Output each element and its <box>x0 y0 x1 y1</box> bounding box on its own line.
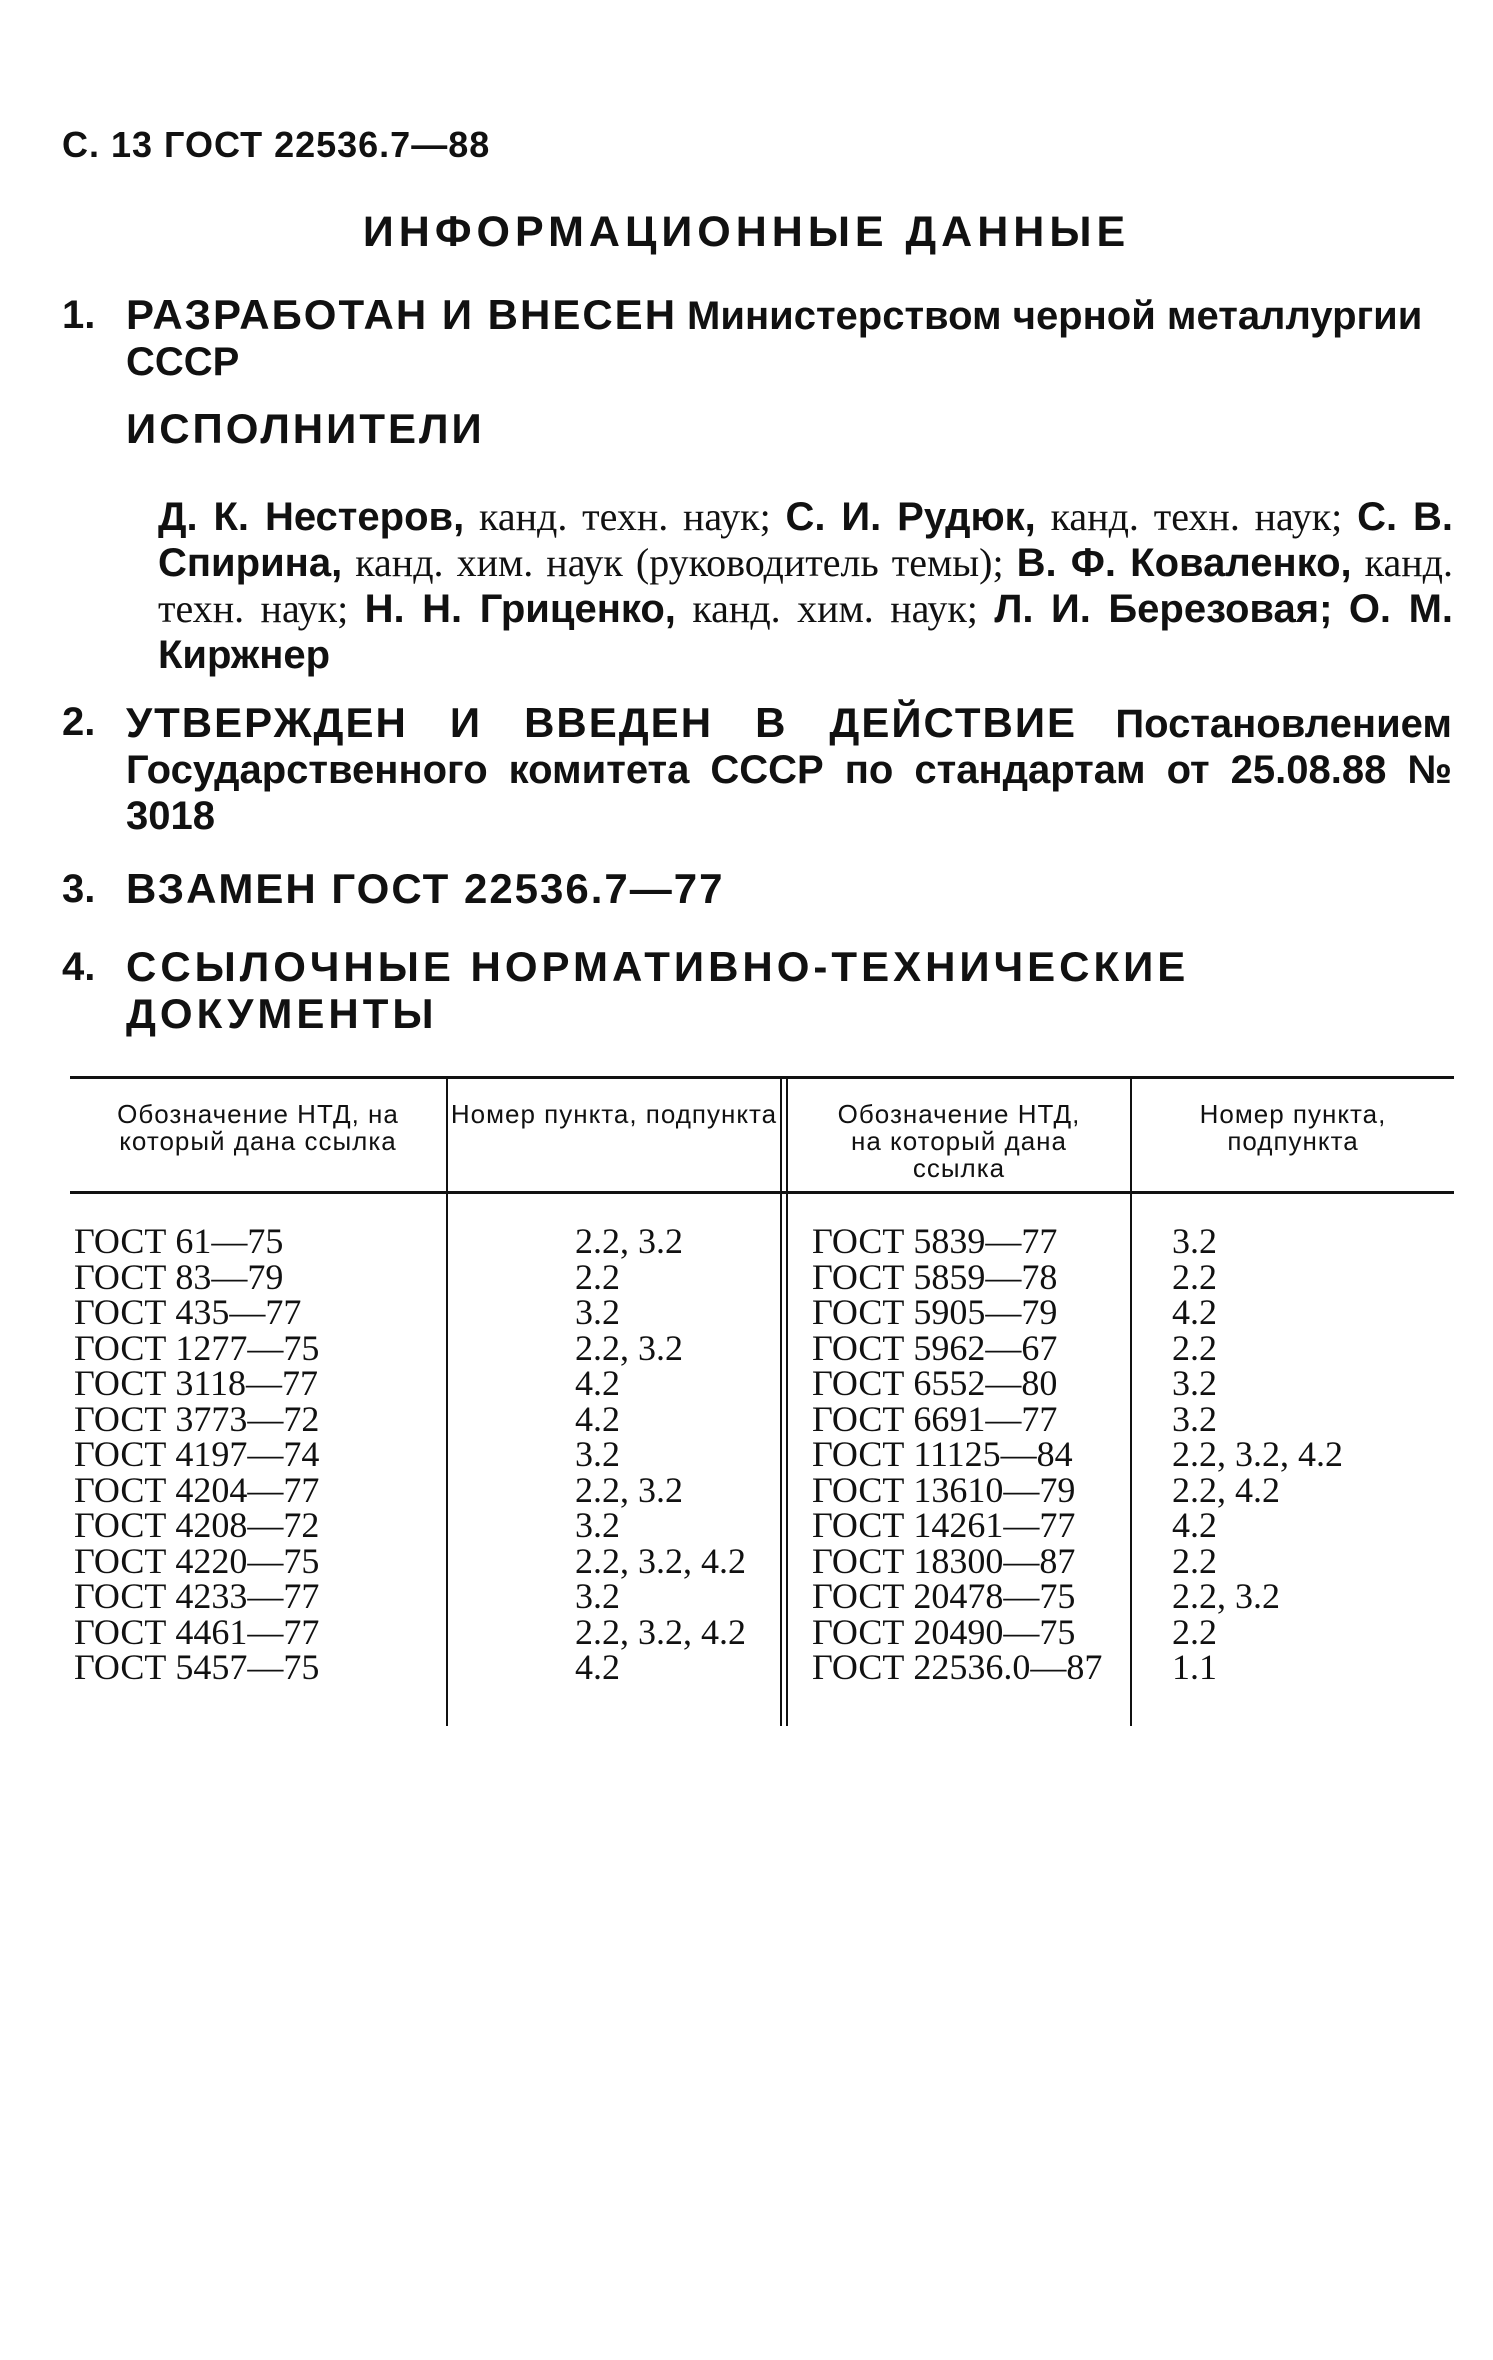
executors-heading: ИСПОЛНИТЕЛИ <box>126 405 485 452</box>
column-header: Обозначение НТД, на который дана ссылка <box>837 1099 1081 1183</box>
table-cell-ntd: ГОСТ 4204—77 <box>74 1469 320 1510</box>
person-name: Л. И. Березовая; <box>994 587 1333 631</box>
table-cell-ntd: ГОСТ 5962—67 <box>812 1327 1058 1368</box>
section-number: 1. <box>62 293 96 337</box>
person-degree: канд. хим. наук; <box>675 586 995 631</box>
table-cell-ntd: ГОСТ 20478—75 <box>812 1576 1076 1616</box>
section-3 <box>62 866 1452 913</box>
person-name: С. В. Спирина, <box>158 495 1453 585</box>
table-cell-clause: 2.2, 4.2 <box>1172 1469 1280 1510</box>
table-cell-ntd: ГОСТ 20490—75 <box>812 1611 1076 1652</box>
table-cell-clause: 2.2, 3.2 <box>575 1221 683 1261</box>
page-title: ИНФОРМАЦИОННЫЕ ДАННЫЕ <box>362 208 1131 256</box>
section-2 <box>62 700 1452 839</box>
table-cell-clause: 2.2, 3.2, 4.2 <box>1172 1434 1343 1474</box>
section-text: Постановлением Государственного комитета СССР по стандартам от 25.08.88 № 3018 <box>126 702 1452 838</box>
table-cell-clause: 2.2 <box>1172 1327 1217 1368</box>
table-cell-ntd: ГОСТ 1277—75 <box>74 1327 320 1368</box>
table-header-rule <box>70 1191 1454 1194</box>
section-number: 3. <box>62 867 96 911</box>
table-cell-ntd: ГОСТ 6552—80 <box>812 1363 1058 1403</box>
person-name: Д. К. Нестеров, <box>158 495 465 539</box>
executors-list <box>158 494 1453 678</box>
person-name: О. М. Киржнер <box>158 587 1454 677</box>
running-head: С. 13 ГОСТ 22536.7—88 <box>62 124 491 165</box>
table-cell-clause: 3.2 <box>1172 1398 1217 1439</box>
table-cell-clause: 3.2 <box>575 1505 620 1545</box>
person-degree: канд. хим. наук (руководитель темы); <box>342 540 1017 585</box>
table-cell-clause: 2.2, 3.2 <box>575 1469 683 1510</box>
person-degree: канд. техн. наук; <box>464 494 786 539</box>
column-divider <box>1130 1076 1132 1726</box>
column-divider <box>780 1076 782 1726</box>
person-degree: канд. техн. наук; <box>1035 494 1358 539</box>
table-cell-ntd: ГОСТ 3773—72 <box>74 1398 320 1439</box>
table-cell-ntd: ГОСТ 4197—74 <box>74 1434 320 1474</box>
table-cell-ntd: ГОСТ 4220—75 <box>74 1540 320 1581</box>
table-cell-clause: 1.1 <box>1172 1647 1217 1687</box>
table-cell-clause: 4.2 <box>1172 1292 1217 1332</box>
table-cell-clause: 2.2 <box>1172 1256 1217 1297</box>
table-cell-ntd: ГОСТ 6691—77 <box>812 1398 1058 1439</box>
table-cell-ntd: ГОСТ 4233—77 <box>74 1576 320 1616</box>
table-cell-ntd: ГОСТ 83—79 <box>74 1256 284 1297</box>
table-cell-ntd: ГОСТ 3118—77 <box>74 1363 319 1403</box>
references-table <box>70 1076 1454 1726</box>
table-cell-clause: 2.2, 3.2 <box>575 1327 683 1368</box>
person-name: В. Ф. Коваленко, <box>1016 541 1352 585</box>
table-cell-clause: 4.2 <box>575 1398 620 1439</box>
table-cell-clause: 4.2 <box>575 1647 620 1687</box>
table-cell-ntd: ГОСТ 14261—77 <box>812 1505 1076 1545</box>
table-cell-ntd: ГОСТ 5859—78 <box>812 1256 1058 1297</box>
clause-column-right <box>1172 1221 1343 1687</box>
table-cell-clause: 3.2 <box>1172 1363 1217 1403</box>
table-cell-ntd: ГОСТ 4208—72 <box>74 1505 320 1545</box>
section-keyword: ВЗАМЕН ГОСТ 22536.7—77 <box>126 865 725 912</box>
table-top-rule <box>70 1076 1454 1079</box>
table-cell-clause: 3.2 <box>575 1576 620 1616</box>
person-name: С. И. Рудюк, <box>785 495 1036 539</box>
table-cell-clause: 3.2 <box>575 1292 620 1332</box>
table-cell-clause: 3.2 <box>1172 1221 1217 1261</box>
column-header: Номер пункта, подпункта <box>450 1099 778 1129</box>
table-cell-ntd: ГОСТ 13610—79 <box>812 1469 1076 1510</box>
table-cell-ntd: ГОСТ 5839—77 <box>812 1221 1058 1261</box>
section-keyword: РАЗРАБОТАН И ВНЕСЕН <box>126 291 678 338</box>
table-cell-ntd: ГОСТ 22536.0—87 <box>812 1647 1103 1687</box>
section-number: 4. <box>62 945 96 989</box>
person-name: Н. Н. Гриценко, <box>364 587 676 631</box>
table-cell-clause: 4.2 <box>575 1363 620 1403</box>
column-divider <box>446 1076 448 1726</box>
table-cell-ntd: ГОСТ 11125—84 <box>812 1434 1073 1474</box>
section-number: 2. <box>62 700 96 744</box>
clause-column-left <box>575 1221 746 1687</box>
table-cell-ntd: ГОСТ 5905—79 <box>812 1292 1058 1332</box>
table-cell-ntd: ГОСТ 435—77 <box>74 1292 302 1332</box>
ntd-column-left <box>74 1221 320 1687</box>
person-degree <box>1332 586 1348 631</box>
table-cell-ntd: ГОСТ 18300—87 <box>812 1540 1076 1581</box>
section-1 <box>62 292 1452 385</box>
table-cell-clause: 2.2, 3.2, 4.2 <box>575 1611 746 1652</box>
section-keyword: ССЫЛОЧНЫЕ НОРМАТИВНО-ТЕХНИЧЕСКИЕ ДОКУМЕНТЫ <box>126 943 1190 1037</box>
table-cell-clause: 2.2 <box>1172 1540 1217 1581</box>
section-4 <box>62 944 1452 1038</box>
section-keyword: УТВЕРЖДЕН И ВВЕДЕН В ДЕЙСТВИЕ <box>126 699 1078 746</box>
table-cell-ntd: ГОСТ 5457—75 <box>74 1647 320 1687</box>
table-cell-ntd: ГОСТ 61—75 <box>74 1221 284 1261</box>
table-cell-clause: 4.2 <box>1172 1505 1217 1545</box>
table-cell-clause: 2.2 <box>1172 1611 1217 1652</box>
table-cell-clause: 2.2 <box>575 1256 620 1297</box>
table-cell-clause: 3.2 <box>575 1434 620 1474</box>
ntd-column-right <box>812 1221 1103 1687</box>
column-header: Обозначение НТД, на который дана ссылка <box>117 1099 399 1156</box>
table-cell-clause: 2.2, 3.2 <box>1172 1576 1280 1616</box>
person-degree: канд. техн. наук; <box>158 540 1454 631</box>
table-cell-clause: 2.2, 3.2, 4.2 <box>575 1540 746 1581</box>
section-text: Министерством черной металлургии СССР <box>126 294 1423 384</box>
table-cell-ntd: ГОСТ 4461—77 <box>74 1611 320 1652</box>
column-header: Номер пункта, подпункта <box>1199 1099 1387 1156</box>
